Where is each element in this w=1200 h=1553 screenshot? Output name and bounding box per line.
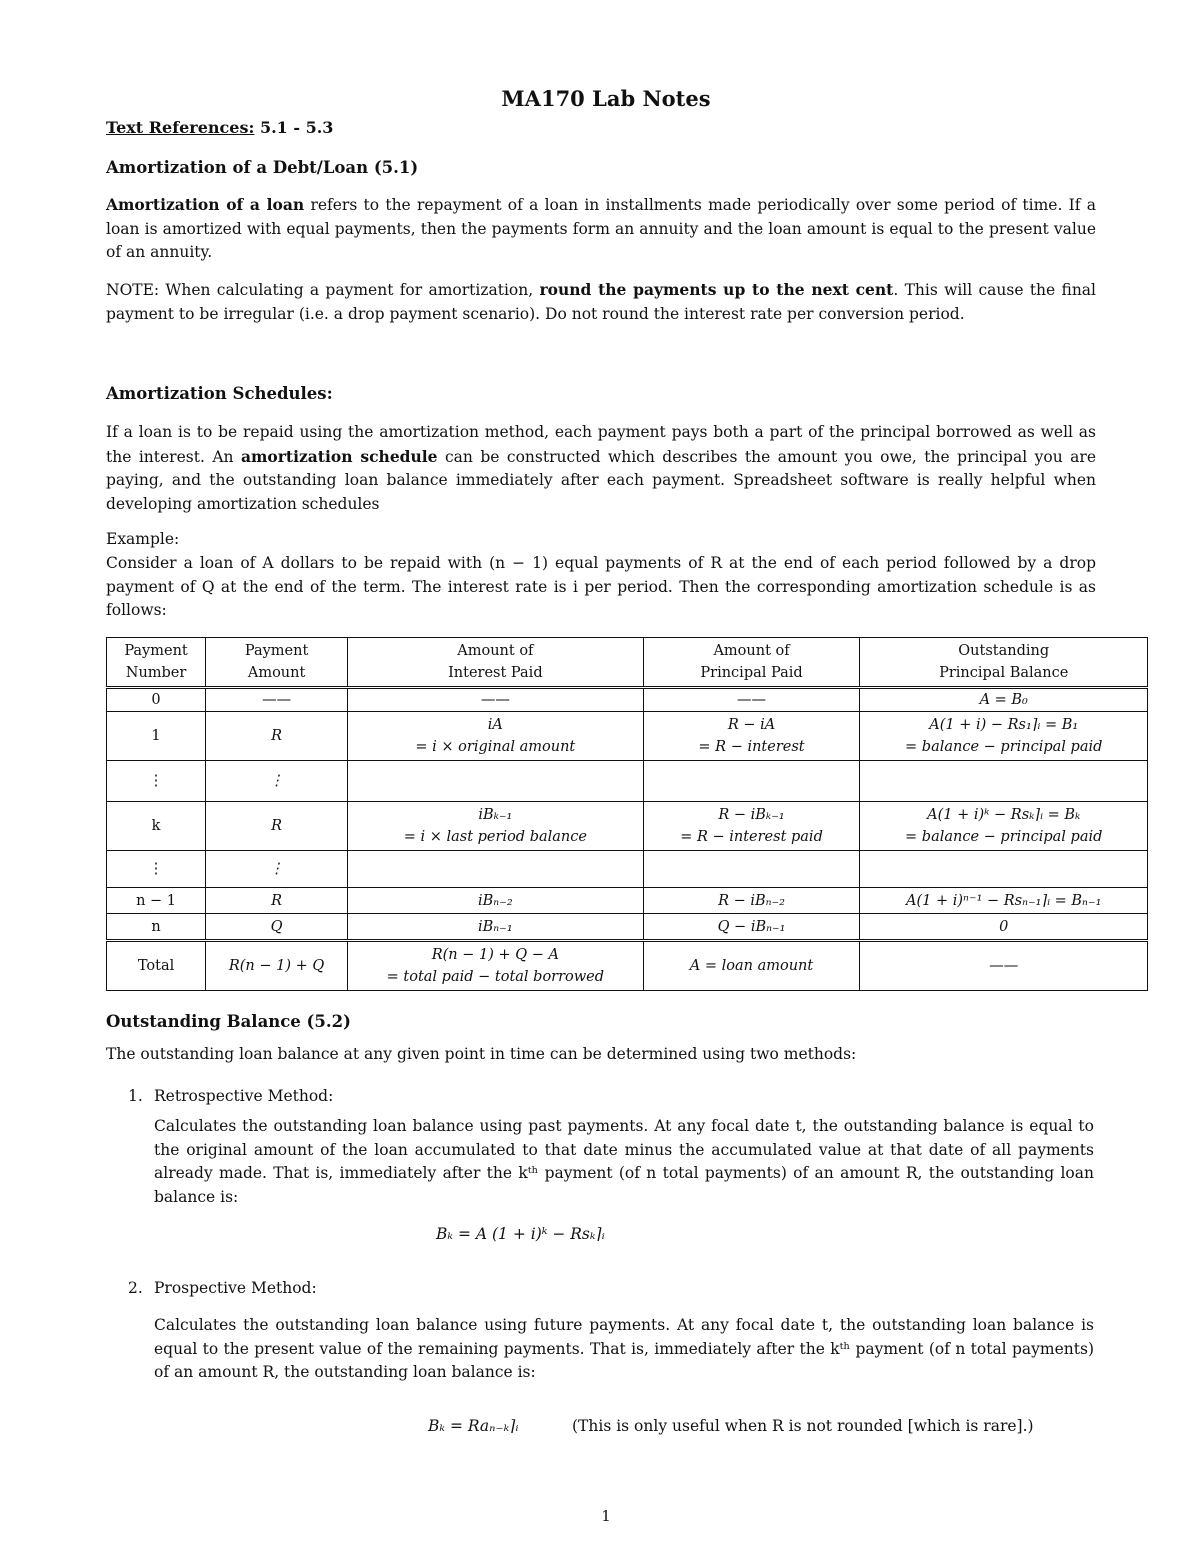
example-text: Consider a loan of A dollars to be repaid with (n − 1) equal payments of R at the end of each period followed by a drop payment of Q at the end of the term. The interest rate is i per period. Then the corresponding amortization schedule is as follows: (106, 554, 1096, 619)
methods-list (106, 1085, 1096, 1485)
table-cell: iBₙ₋₁ (348, 914, 644, 941)
note-text-a: NOTE: When calculating a payment for amortization, (106, 281, 540, 299)
table-header-cell (107, 638, 206, 688)
table-cell: R − iBₙ₋₂ (643, 888, 860, 914)
paragraph-amortization-def (106, 193, 1096, 265)
table-total-cell: Total (107, 941, 206, 991)
table-row (107, 712, 1148, 761)
header-line: Payment (124, 643, 188, 659)
table-row (107, 688, 1148, 712)
note-text-b: . This will cause the final payment to be irregular (i.e. a drop payment scenario). Do not round the interest rate per conversion period. (106, 281, 1097, 323)
amortization-table (106, 637, 1148, 991)
table-cell: —— (348, 688, 644, 712)
term-amortization: Amortization of a loan (106, 195, 305, 214)
table-cell: iA = i × original amount (348, 712, 644, 761)
method2-number: 2. (128, 1279, 143, 1297)
table-cell: iBₖ₋₁ = i × last period balance (348, 802, 644, 851)
table-header-cell (206, 638, 348, 688)
method1-text: Calculates the outstanding loan balance using past payments. At any focal date t, the outstanding balance is equal to the original amount of the loan accumulated to that date minus the accumulated value at that date of all payments already made. That is, immediately after the kᵗʰ payment (of n total payments) of an amount R, the outstanding loan balance is: (154, 1117, 1094, 1206)
table-total-cell: R(n − 1) + Q (206, 941, 348, 991)
table-cell: A(1 + i) − Rs₁⌉ᵢ = B₁ = balance − principal paid (860, 712, 1148, 761)
table-cell: 0 (107, 688, 206, 712)
table-cell: n − 1 (107, 888, 206, 914)
schedules-text-b: can be constructed which describes the amount you owe, the principal you are paying, and the outstanding loan balance immediately after each payment. Spreadsheet software is really helpful when developing amortization schedules (106, 447, 1096, 513)
table-total-cell: —— (860, 941, 1148, 991)
table-total-row (107, 941, 1148, 991)
outstanding-balance-intro: The outstanding loan balance at any given point in time can be determined using two methods: (106, 1045, 857, 1063)
section-heading-amortization: Amortization of a Debt/Loan (5.1) (106, 158, 419, 177)
header-line: Interest Paid (448, 665, 543, 681)
header-line: Outstanding (958, 643, 1050, 659)
header-line: Payment (244, 643, 309, 659)
table-cell: 1 (107, 712, 206, 761)
table-cell: —— (206, 688, 348, 712)
method2-note: (This is only useful when R is not rounded [which is rare].) (572, 1417, 1034, 1435)
example-label: Example: (106, 530, 180, 548)
table-cell (348, 761, 644, 802)
table-cell: —— (643, 688, 860, 712)
table-row (107, 888, 1148, 914)
header-line: Amount (247, 665, 306, 681)
table-cell (643, 761, 860, 802)
table-cell: ⋮ (107, 851, 206, 888)
table-cell: A(1 + i)ⁿ⁻¹ − Rsₙ₋₁⌉ᵢ = Bₙ₋₁ (860, 888, 1148, 914)
table-header-cell (348, 638, 644, 688)
text-references-value: 5.1 - 5.3 (254, 118, 334, 137)
table-total-cell: R(n − 1) + Q − A = total paid − total borrowed (348, 941, 644, 991)
header-line: Number (125, 665, 187, 681)
method1-title: Retrospective Method: (154, 1087, 334, 1105)
table-cell: R − iA = R − interest (643, 712, 860, 761)
schedules-text-a: If a loan is to be repaid using the amortization method, each payment pays both a part of the principal borrowed as well as the interest. An (106, 423, 1096, 466)
section-heading-outstanding-balance: Outstanding Balance (5.2) (106, 1012, 351, 1031)
text-references (106, 118, 333, 137)
paragraph-note (106, 278, 1096, 326)
table-cell: n (107, 914, 206, 941)
method2-title: Prospective Method: (154, 1279, 317, 1297)
table-cell (860, 761, 1148, 802)
table-cell: ⋮ (206, 851, 348, 888)
table-cell: A(1 + i)ᵏ − Rsₖ⌉ᵢ = Bₖ = balance − principal paid (860, 802, 1148, 851)
term-amortization-schedule: amortization schedule (240, 446, 438, 466)
paragraph-schedules (106, 421, 1096, 516)
table-header-cell (643, 638, 860, 688)
table-cell: Q (206, 914, 348, 941)
table-cell: R − iBₖ₋₁ = R − interest paid (643, 802, 860, 851)
table-cell: R (206, 888, 348, 914)
table-cell: iBₙ₋₂ (348, 888, 644, 914)
table-cell: ⋮ (206, 761, 348, 802)
table-row (107, 802, 1148, 851)
table-cell (860, 851, 1148, 888)
table-header-row (107, 638, 1148, 688)
table-row (107, 761, 1148, 802)
table-total-cell: A = loan amount (643, 941, 860, 991)
section-heading-schedules: Amortization Schedules: (106, 384, 333, 403)
page-number: 1 (601, 1507, 611, 1525)
header-line: Amount of (457, 643, 534, 659)
method2-equation: Bₖ = Raₙ₋ₖ⌉ᵢ (428, 1417, 519, 1435)
table-row (107, 914, 1148, 941)
table-cell: Q − iBₙ₋₁ (643, 914, 860, 941)
table-header-cell (860, 638, 1148, 688)
table-cell (643, 851, 860, 888)
note-bold: round the payments up to the next cent (539, 280, 894, 299)
table-row (107, 851, 1148, 888)
table-cell: A = B₀ (860, 688, 1148, 712)
table-cell: ⋮ (107, 761, 206, 802)
paragraph-amortization-text: refers to the repayment of a loan in installments made periodically over some period of time. If a loan is amortized with equal payments, then the payments form an annuity and the loan amount is equal to the present value of an annuity. (106, 196, 1096, 261)
text-references-label: Text References: (106, 118, 255, 137)
header-line: Principal Paid (700, 665, 803, 681)
table-cell (348, 851, 644, 888)
method2-text: Calculates the outstanding loan balance using future payments. At any focal date t, the outstanding loan balance is equal to the present value of the remaining payments. That is, immediately after the kᵗʰ payment (of n total payments) of an amount R, the outstanding loan balance is: (154, 1316, 1094, 1381)
page-title: MA170 Lab Notes (501, 86, 711, 111)
table-cell: R (206, 712, 348, 761)
method1-number: 1. (128, 1087, 143, 1105)
method1-equation: Bₖ = A (1 + i)ᵏ − Rsₖ⌉ᵢ (436, 1225, 605, 1243)
table-cell: R (206, 802, 348, 851)
header-line: Principal Balance (939, 665, 1069, 681)
header-line: Amount of (713, 643, 790, 659)
table-cell: 0 (860, 914, 1148, 941)
table-cell: k (107, 802, 206, 851)
